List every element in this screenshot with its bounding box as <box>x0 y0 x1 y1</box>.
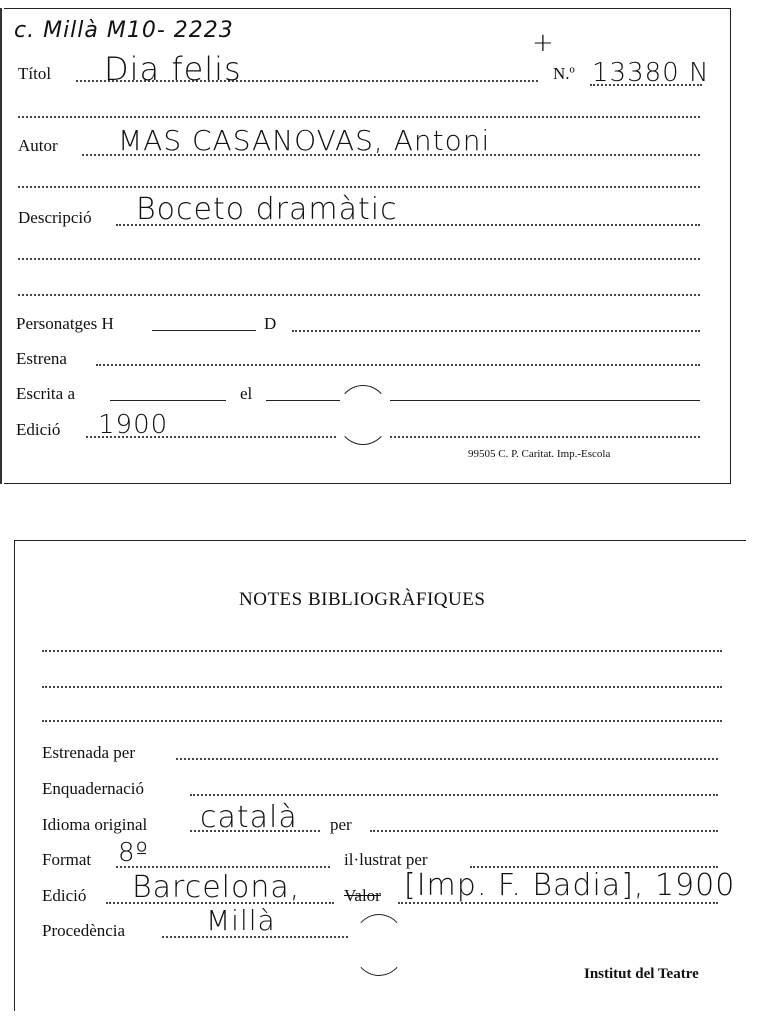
translated-by-line <box>370 830 718 832</box>
edition-place-value: Barcelona, <box>132 870 301 905</box>
premiered-by-line <box>176 758 718 760</box>
premiered-by-label: Estrenada per <box>42 743 135 762</box>
characters-label: Personatges H <box>16 314 114 333</box>
edition-label: Edició <box>16 420 61 439</box>
provenance-label: Procedència <box>42 921 126 940</box>
written-label: Escrita a <box>16 384 75 403</box>
blank-line <box>42 686 722 688</box>
women-label: D <box>264 314 277 333</box>
format-label: Format <box>42 850 92 869</box>
notes-heading: NOTES BIBLIOGRÀFIQUES <box>239 589 486 610</box>
edition-publisher-value: [Imp. F. Badia], 1900 <box>404 868 736 903</box>
author-value: MAS CASANOVAS, Antoni <box>118 124 491 157</box>
binding-label: Enquadernació <box>42 779 144 798</box>
written-date-line-2 <box>390 400 700 401</box>
blank-line <box>42 650 722 652</box>
plus-mark: + <box>532 28 555 58</box>
edition-label-2: Edició <box>42 886 87 905</box>
premiere-line <box>96 364 700 366</box>
written-place-line <box>110 400 226 401</box>
number-label: N.º <box>553 64 575 83</box>
institute-name: Institut del Teatre <box>584 966 699 982</box>
description-value: Boceto dramàtic <box>136 192 398 227</box>
written-date-line <box>266 400 340 401</box>
number-value: 13380 N <box>592 58 710 88</box>
written-date-label: el <box>240 384 253 403</box>
blank-line <box>18 186 700 188</box>
blank-line <box>18 116 700 118</box>
author-label: Autor <box>18 136 58 155</box>
description-label: Descripció <box>18 208 92 227</box>
edition-value: 1900 <box>98 410 169 440</box>
blank-line <box>42 720 722 722</box>
translated-by-label: per <box>330 815 352 834</box>
binding-line <box>190 794 718 796</box>
printer-imprint: 99505 C. P. Caritat. Imp.-Escola <box>468 448 611 460</box>
provenance-value: Millà <box>206 904 276 937</box>
blank-line <box>18 294 700 296</box>
blank-line <box>18 258 700 260</box>
title-label: Títol <box>18 64 52 83</box>
punch-hole-stamp <box>336 385 390 445</box>
edition-line-2 <box>390 436 700 438</box>
card-edge <box>0 8 2 484</box>
illustrated-by-label: il·lustrat per <box>344 850 428 869</box>
format-value: 8º <box>118 838 149 868</box>
language-value: català <box>200 800 298 835</box>
language-label: Idioma original <box>42 815 148 834</box>
value-label: Valor <box>344 886 381 905</box>
punch-hole-stamp-2 <box>352 914 406 976</box>
reference-note: c. Millà M10- 2223 <box>14 18 234 43</box>
men-line <box>152 330 256 331</box>
title-value: Dia felis <box>104 50 242 88</box>
premiere-label: Estrena <box>16 349 67 368</box>
women-line <box>292 330 700 332</box>
